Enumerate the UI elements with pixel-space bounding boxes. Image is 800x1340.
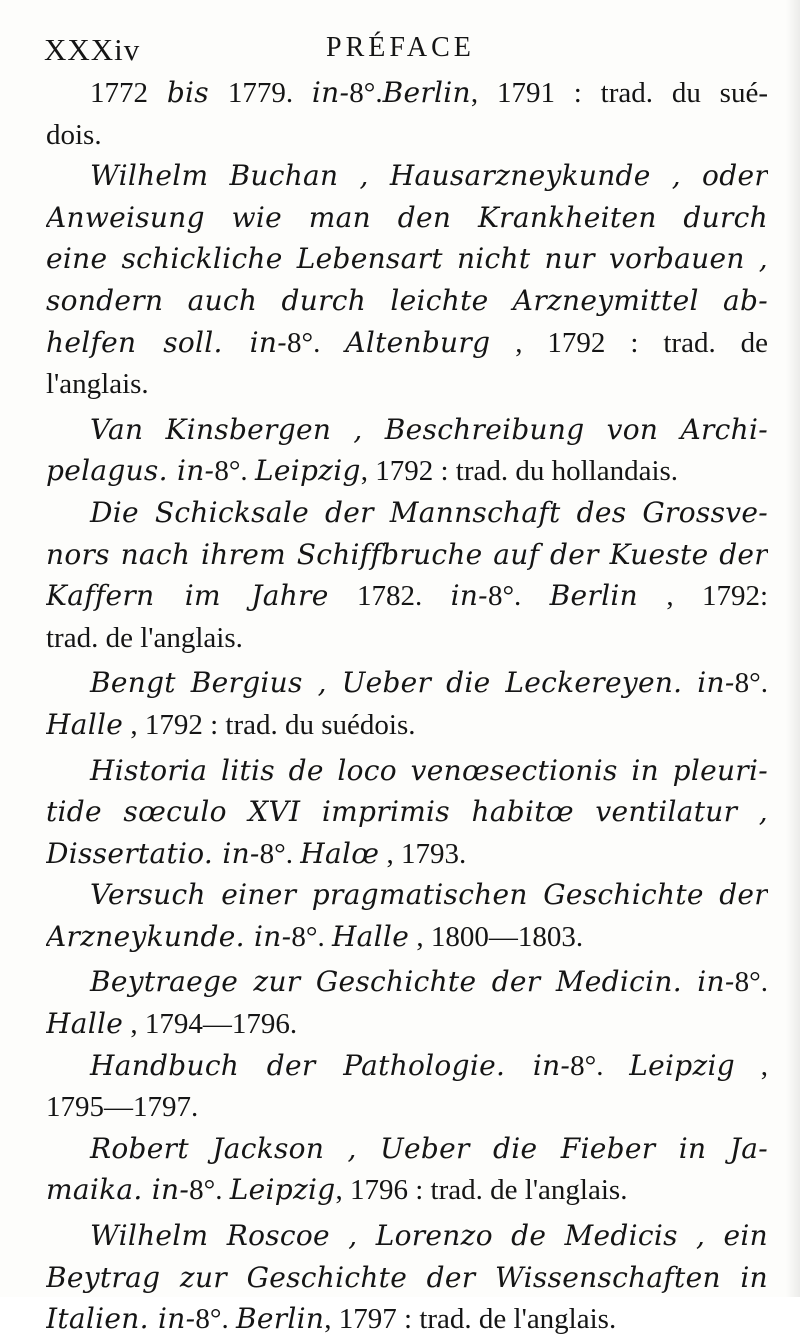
bibliography-entry — [46, 72, 768, 155]
roman-text: , 1796 : trad. de l'anglais. — [335, 1174, 628, 1207]
entry-line — [46, 280, 768, 322]
roman-text: , 1791 : trad. du sué- — [470, 77, 768, 109]
entry-line — [46, 1298, 768, 1340]
roman-text: 8°. — [291, 920, 332, 953]
italic-text: Arzneykunde. in- — [46, 919, 292, 953]
roman-text: 8°. — [734, 667, 768, 700]
italic-text: Dissertatio. in- — [46, 836, 260, 870]
roman-text: 8°. — [214, 455, 255, 488]
italic-text: Berlin — [235, 1302, 325, 1336]
italic-text: Historia litis de loco venœsectionis in pleuri- — [90, 753, 768, 787]
roman-text: 8°. — [570, 1049, 630, 1082]
entry-line — [46, 238, 768, 280]
italic-text: Wilhelm Buchan , Hausarzneykunde , oder — [90, 159, 768, 193]
roman-text: , 1792 : trad. du suédois. — [123, 708, 416, 741]
roman-text: l'anglais. — [46, 368, 149, 401]
entry-line — [46, 961, 768, 1003]
entry-line — [46, 492, 768, 534]
italic-text: maika. in- — [46, 1173, 190, 1207]
italic-text: Halle — [46, 707, 124, 741]
entry-line — [46, 1045, 768, 1087]
bibliography-entries — [46, 72, 768, 1340]
entry-line — [46, 575, 768, 617]
entry-line — [46, 534, 768, 576]
italic-text: pelagus. in- — [46, 454, 215, 488]
roman-text: 8°. — [189, 1174, 230, 1207]
italic-text: in- — [450, 579, 488, 613]
italic-text: Italien. in- — [46, 1302, 196, 1336]
entry-line — [46, 1086, 768, 1128]
italic-text: sondern auch durch leichte Arzneymittel ab- — [46, 283, 768, 317]
bibliography-entry — [46, 1128, 768, 1211]
bibliography-entry — [46, 155, 768, 405]
roman-text: , 1793. — [379, 837, 467, 870]
italic-text: Anweisung wie man den Krankheiten durch — [46, 200, 768, 234]
roman-text: 8°. — [734, 966, 768, 999]
roman-text: 8°. — [349, 77, 383, 109]
entry-line — [46, 1128, 768, 1170]
italic-text: in- — [311, 76, 350, 109]
roman-text: dois. — [46, 118, 102, 151]
italic-text: Wilhelm Roscoe , Lorenzo de Medicis , ein — [90, 1219, 768, 1253]
italic-text: Beytraege zur Geschichte der Medicin. in- — [90, 965, 735, 999]
bibliography-entry — [46, 1045, 768, 1128]
roman-text: , — [735, 1049, 768, 1082]
italic-text: Beytrag zur Geschichte der Wissenschaften in — [46, 1260, 768, 1294]
italic-text: Robert Jackson , Ueber die Fieber in Ja- — [90, 1131, 768, 1165]
entry-line — [46, 704, 768, 746]
italic-text: Halle — [331, 919, 410, 953]
italic-text: Kaffern im Jahre — [46, 579, 329, 613]
entry-line — [46, 1257, 768, 1299]
entry-line — [46, 750, 768, 792]
italic-text: Bengt Bergius , Ueber die Leckereyen. in- — [90, 666, 735, 700]
entry-line — [46, 197, 768, 239]
roman-text: , 1794—1796. — [123, 1008, 298, 1041]
entry-line — [46, 363, 768, 405]
italic-text: Halle — [46, 1007, 124, 1041]
bibliography-entry — [46, 409, 768, 492]
entry-line — [46, 791, 768, 833]
italic-text: nors nach ihrem Schiffbruche auf der Kueste der — [46, 537, 768, 571]
roman-text: 1795—1797. — [46, 1091, 199, 1124]
bibliography-entry — [46, 492, 768, 658]
roman-text: 8°. — [259, 837, 301, 870]
roman-text: , 1792: — [637, 580, 768, 613]
entry-line — [46, 662, 768, 704]
running-head — [44, 32, 764, 72]
entry-line — [46, 450, 768, 492]
roman-text: , 1797 : trad. de l'anglais. — [324, 1303, 617, 1336]
entry-line — [46, 114, 768, 156]
roman-text: trad. de l'anglais. — [46, 621, 243, 654]
entry-line — [46, 874, 768, 916]
roman-text: 8°. — [487, 580, 550, 613]
italic-text: Leipzig — [229, 1173, 336, 1207]
italic-text: Versuch einer pragmatischen Geschichte der — [90, 878, 768, 912]
roman-text: 8°. — [287, 326, 346, 359]
entry-line — [46, 1215, 768, 1257]
running-title: PRÉFACE — [326, 32, 475, 63]
entry-line — [46, 617, 768, 659]
roman-text: , 1792 : trad. du hollandais. — [360, 455, 679, 488]
entry-line — [46, 409, 768, 451]
roman-text: 1772 — [90, 77, 167, 109]
italic-text: Altenburg — [345, 325, 491, 359]
entry-line — [46, 1169, 768, 1211]
italic-text: helfen soll. in- — [46, 325, 287, 359]
bibliography-entry — [46, 750, 768, 875]
entry-line — [46, 72, 768, 114]
italic-text: Berlin — [549, 579, 638, 613]
entry-line — [46, 1003, 768, 1045]
italic-text: Handbuch der Pathologie. in- — [90, 1048, 571, 1082]
bibliography-entry — [46, 1215, 768, 1340]
bibliography-entry — [46, 662, 768, 745]
roman-text: 1779. — [208, 77, 312, 109]
italic-text: Van Kinsbergen , Beschreibung von Archi- — [90, 412, 768, 446]
italic-text: Berlin — [382, 76, 471, 109]
roman-text: 8°. — [195, 1303, 236, 1336]
page-number: XXXiv — [44, 32, 141, 67]
roman-text: , 1792 : trad. de — [490, 326, 768, 359]
italic-text: bis — [166, 76, 209, 109]
roman-text: , 1800—1803. — [409, 920, 584, 953]
entry-line — [46, 833, 768, 875]
entry-line — [46, 322, 768, 364]
italic-text: Leipzig — [254, 454, 361, 488]
roman-text: 1782. — [328, 580, 451, 613]
italic-text: eine schickliche Lebensart nicht nur vorbauen , — [46, 242, 768, 276]
bibliography-entry — [46, 961, 768, 1044]
italic-text: Leipzig — [629, 1048, 736, 1082]
italic-text: Die Schicksale der Mannschaft des Grossve- — [90, 495, 768, 529]
bibliography-entry — [46, 874, 768, 957]
italic-text: tide sœculo XVI imprimis habitœ ventilatur , — [46, 795, 768, 829]
italic-text: Halœ — [300, 836, 380, 870]
entry-line — [46, 155, 768, 197]
entry-line — [46, 916, 768, 958]
